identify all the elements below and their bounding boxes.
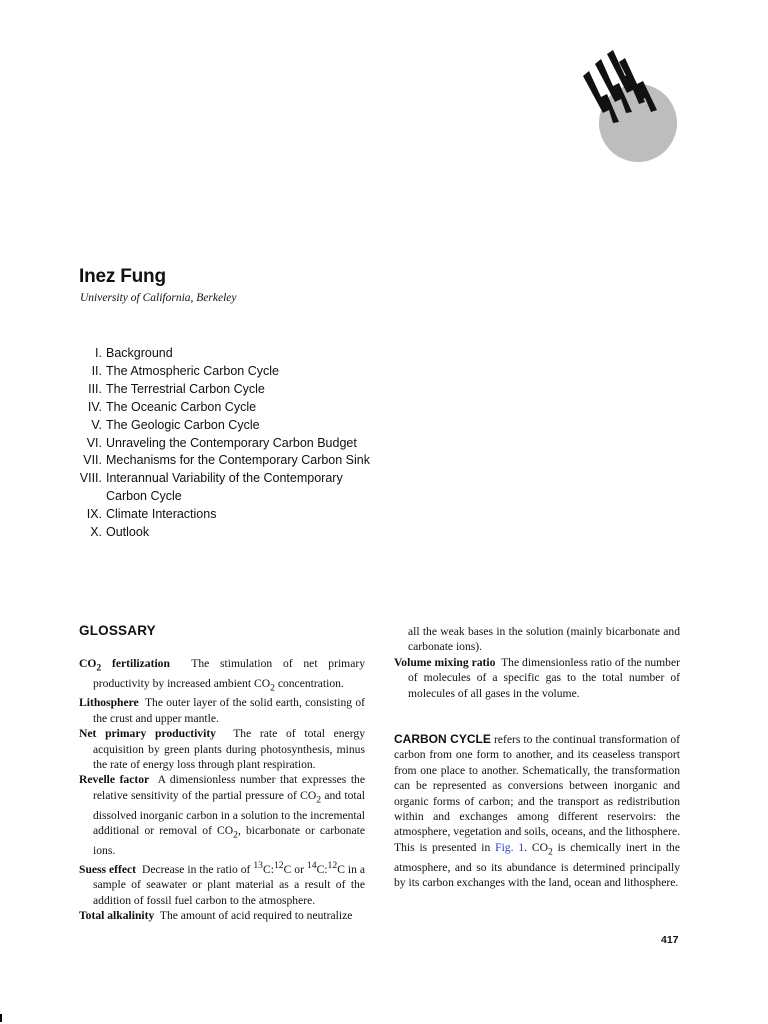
toc-item[interactable]: [78, 345, 376, 363]
glossary-definition: The amount of acid required to neutralize: [159, 909, 353, 923]
toc-item[interactable]: [78, 381, 376, 399]
author-name: Inez Fung: [79, 266, 166, 287]
glossary-definition: The dimensionless ratio of the number of molecules of a specific gas to the total number of molecules of all gases in the volume.: [408, 655, 680, 700]
glossary-definition-continued: all the weak bases in the solution (mainly bicarbonate and carbonate ions).: [408, 625, 680, 654]
toc-title: Outlook: [106, 525, 150, 540]
glossary-entry: [79, 656, 365, 695]
toc-title: Unraveling the Contemporary Carbon Budget: [106, 435, 357, 450]
page-number: 417: [661, 934, 679, 946]
glossary-entry: [79, 772, 365, 858]
toc-item[interactable]: [78, 435, 376, 453]
toc-number: VIII.: [79, 471, 102, 486]
toc-title: The Atmospheric Carbon Cycle: [106, 363, 279, 378]
glossary-entry: [79, 858, 365, 908]
right-column: [394, 624, 680, 902]
glossary-term: Suess effect: [79, 862, 137, 876]
glossary-term: Revelle factor: [79, 773, 150, 787]
glossary-definition: Decrease in the ratio of $^{13}$C:$^{12}$C or $^{14}$C:$^{12}$C in a sample of seawater or plant material as a result of the addition of fossil fuel carbon to the atmosphere.: [93, 860, 366, 907]
toc-title: Climate Interactions: [106, 507, 217, 522]
toc-number: V.: [91, 417, 102, 432]
toc-number: X.: [90, 525, 102, 540]
toc-item[interactable]: [78, 506, 376, 524]
toc-title: Background: [106, 346, 173, 360]
glossary-definition: The rate of total energy acquisition by green plants during photosynthesis, minus the rate of energy loss through plant respiration.: [93, 727, 365, 772]
glossary-term: Total alkalinity: [79, 909, 155, 923]
author-affiliation: University of California, Berkeley: [80, 292, 237, 304]
toc-item[interactable]: [78, 452, 376, 470]
glossary-heading: GLOSSARY: [79, 623, 156, 638]
toc-title: Mechanisms for the Contemporary Carbon Sink: [106, 453, 371, 468]
glossary-entry: [394, 655, 680, 701]
glossary-term: $CO_2$ fertilization: [79, 657, 170, 674]
lead-term: CARBON CYCLE: [394, 732, 491, 747]
toc-title: The Geologic Carbon Cycle: [106, 417, 260, 432]
table-of-contents: [78, 345, 376, 542]
body-paragraph: CARBON CYCLE refers to the continual transformation of carbon from one form to another, and its ceaseless transport from one place to another. Schematically, the transformation can be represented as conversions between inorganic and organic forms of carbon; and the transport as redistribution within and exchanges among different reservoirs: the atmosphere, vegetation and soils, oceans, and the lithosphere. This is presented in Fig. 1. $CO_2$ is chemically inert in the atmosphere, and so its abundance is determined principally by its carbon exchanges with the land, ocean and lithosphere.: [394, 732, 680, 889]
toc-number: III.: [88, 381, 102, 396]
glossary-entry: [79, 695, 365, 726]
toc-number: I.: [95, 346, 102, 360]
toc-number: II.: [91, 363, 102, 378]
toc-title: The Terrestrial Carbon Cycle: [106, 381, 265, 396]
glossary-definition: The stimulation of net primary productivity by increased ambient $CO_2$ concentration.: [93, 657, 365, 694]
glossary-term: Lithosphere: [79, 696, 139, 710]
toc-title: The Oceanic Carbon Cycle: [106, 399, 257, 414]
toc-number: IV.: [87, 399, 102, 414]
chapter-logo-icon: [575, 50, 685, 170]
glossary-definition: The outer layer of the solid earth, consisting of the crust and upper mantle.: [93, 696, 365, 725]
glossary-definition: A dimensionless number that expresses the relative sensitivity of the partial pressure of $CO_2$ and total dissolved inorganic carbon in a solution to the incremental additional or removal of $CO_2$, bicarbonate or carbonate ions.: [93, 773, 365, 857]
glossary-entry: [79, 726, 365, 772]
glossary-term: Volume mixing ratio: [394, 655, 496, 669]
toc-item[interactable]: [78, 363, 376, 381]
toc-number: VII.: [83, 453, 102, 468]
toc-item[interactable]: [78, 399, 376, 417]
figure-link[interactable]: Fig. 1: [495, 840, 525, 854]
toc-item[interactable]: [78, 470, 376, 506]
toc-number: IX.: [86, 507, 102, 522]
toc-title: Interannual Variability of the Contemporary Carbon Cycle: [106, 471, 343, 504]
toc-item[interactable]: [78, 524, 376, 542]
glossary-entry: [79, 908, 365, 923]
left-column: [79, 656, 365, 924]
glossary-term: Net primary productivity: [79, 727, 216, 741]
crop-mark: [0, 1014, 2, 1022]
toc-item[interactable]: [78, 417, 376, 435]
toc-number: VI.: [86, 435, 102, 450]
